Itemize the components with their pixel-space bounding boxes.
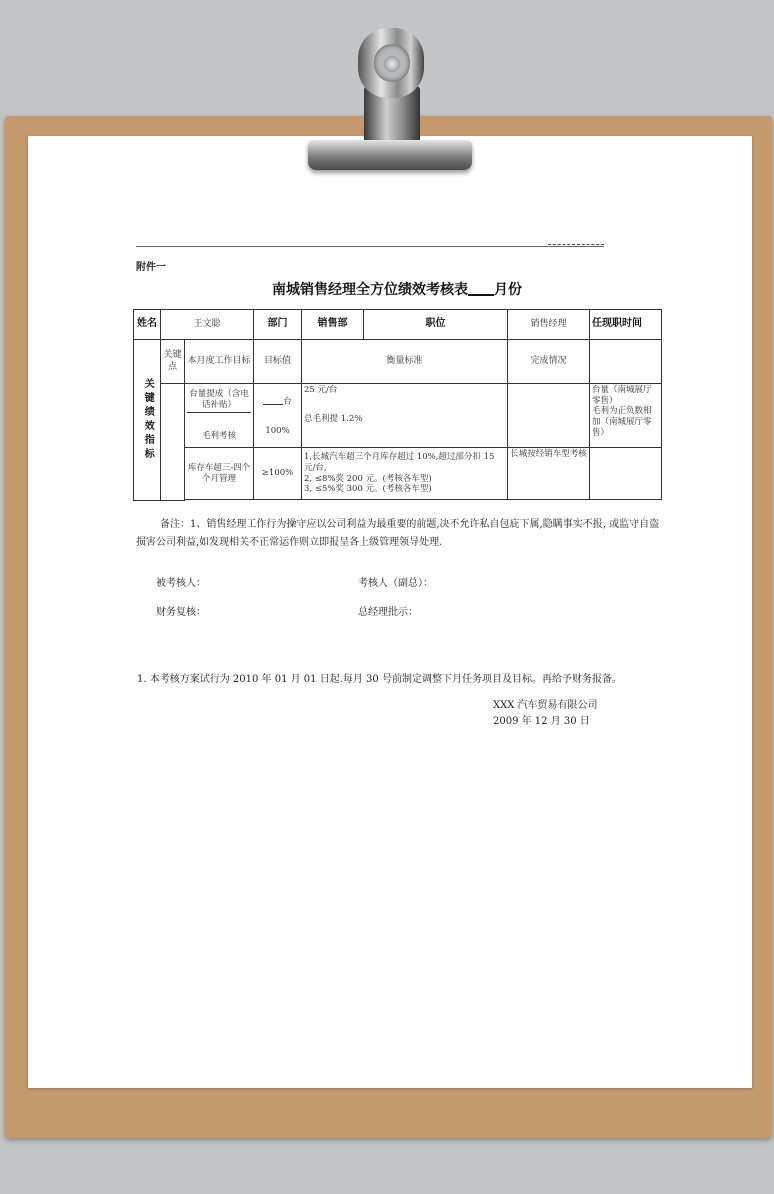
header-rule-dashed — [548, 244, 604, 245]
dept-value: 销售部 — [302, 310, 364, 340]
column-header-row — [134, 340, 662, 384]
row3-goal: 库存车超三-四个个月管理 — [185, 448, 254, 500]
name-label: 姓名 — [134, 310, 161, 340]
month-blank — [468, 280, 494, 296]
row1-remark-text: 台量（南城展厅零售） — [592, 385, 652, 406]
clip-pivot — [384, 56, 400, 72]
form-title — [136, 279, 658, 299]
target-value-header: 目标值 — [254, 340, 302, 384]
header-rule — [136, 246, 604, 247]
row1-criteria — [302, 384, 508, 448]
kpi-row-3 — [134, 448, 662, 500]
row3-criteria-line-3: 3, ≤5%奖 300 元。(考核各车型) — [304, 484, 432, 495]
row1-goal-text: 台量提成（含电话补贴） — [187, 389, 251, 413]
form-title-suffix: 月份 — [494, 282, 522, 298]
remark-note: 备注：1、销售经理工作行为操守应以公司利益为最重要的前题,决不允许私自包庇下属,隐瞒事实不报, 或监守自盗损害公司利益,如发现相关不正常运作则立即报呈各上级管理领导处理. — [136, 519, 660, 548]
row1-target-text: 台 — [283, 396, 292, 407]
attachment-label: 附件一 — [136, 262, 166, 273]
row1-target — [254, 384, 302, 448]
footnote: 1. 本考核方案试行为 2010 年 01 月 01 日起.每月 30 号前制定调整下月任务项目及目标。再给予财务报备。 — [137, 674, 622, 685]
monthly-goal-header: 本月度工作目标 — [185, 340, 254, 384]
completion-header: 完成情况 — [508, 340, 590, 384]
row1-goal — [185, 384, 254, 448]
tenure-label: 任现职时间 — [590, 310, 662, 340]
dept-label: 部门 — [254, 310, 302, 340]
issue-date: 2009 年 12 月 30 日 — [493, 716, 590, 727]
row1-remark — [590, 384, 662, 448]
header-row — [134, 310, 662, 340]
row2-goal: 毛利考核 — [202, 431, 237, 442]
row2-criteria: 总毛利提 1.2% — [304, 413, 363, 424]
row1-completion — [508, 384, 590, 448]
name-value: 王文聪 — [161, 310, 254, 340]
row2-remark: 毛利为正负数相加（南城展厅零售） — [592, 406, 652, 438]
row3-criteria-line-2: 2, ≤8%奖 200 元。(考核各车型) — [304, 473, 432, 484]
kpi-row-1 — [134, 384, 662, 448]
row1-criteria-text: 25 元/台 — [304, 385, 338, 395]
company-name: XXX 汽车贸易有限公司 — [493, 700, 598, 711]
row3-target: ≥100% — [254, 448, 302, 500]
row2-target: 100% — [265, 425, 290, 436]
remark-header — [590, 340, 662, 384]
position-value: 销售经理 — [508, 310, 590, 340]
row3-completion: 长城按经销车型考核 — [508, 448, 590, 500]
finance-signature: 财务复核： — [156, 607, 206, 618]
assessee-signature: 被考核人： — [156, 578, 206, 589]
kpi-table — [133, 309, 662, 501]
gm-signature: 总经理批示： — [358, 607, 418, 618]
company-block — [493, 698, 598, 730]
key-point-cell — [161, 384, 185, 501]
form-title-prefix: 南城销售经理全方位绩效考核表 — [272, 282, 468, 298]
target-blank — [263, 395, 283, 405]
row3-criteria — [302, 448, 508, 500]
binder-clip — [308, 140, 472, 170]
key-point-header: 关键点 — [161, 340, 185, 384]
assessor-signature: 考核人（副总）： — [358, 578, 433, 589]
position-label: 职位 — [364, 310, 508, 340]
row3-criteria-line-1: 1,长城汽车超三个月库存超过 10%,超过部分扣 15 元/台, — [304, 452, 495, 473]
kpi-section-label: 关键绩效指标 — [134, 340, 161, 501]
row3-remark — [590, 448, 662, 500]
criteria-header: 衡量标准 — [302, 340, 508, 384]
